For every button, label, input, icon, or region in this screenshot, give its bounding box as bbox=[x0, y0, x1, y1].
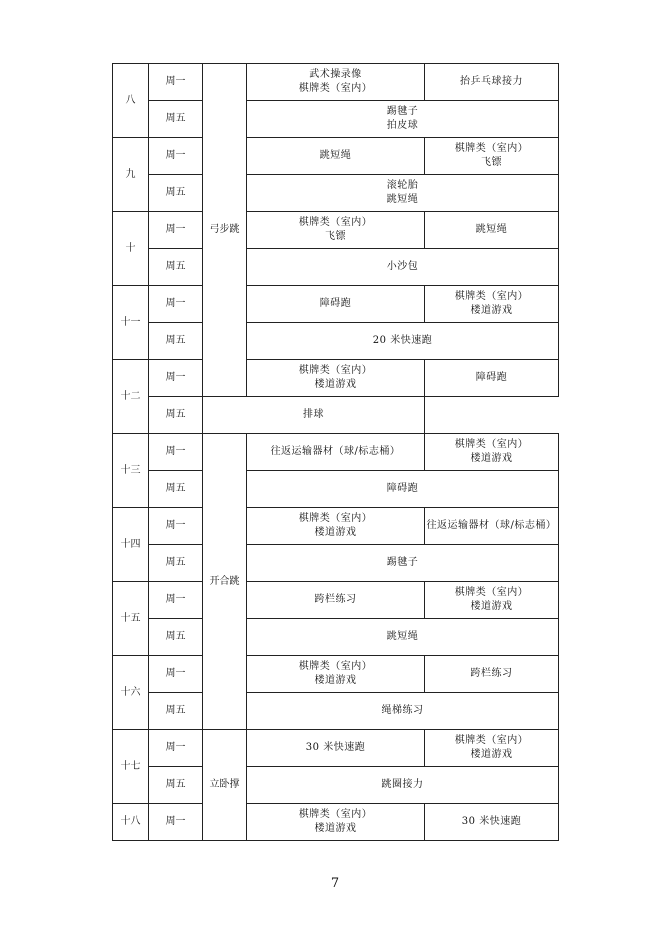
activity-cell bbox=[425, 730, 559, 767]
cell-line: 跳圈接力 bbox=[381, 779, 424, 790]
cell-line: 楼道游戏 bbox=[314, 379, 357, 390]
week-label: 十 bbox=[113, 212, 149, 286]
day-label: 周一 bbox=[149, 212, 203, 249]
skill-label: 弓步跳 bbox=[203, 64, 247, 397]
week-row bbox=[113, 730, 559, 767]
schedule-table bbox=[112, 63, 559, 841]
day-label: 周一 bbox=[149, 508, 203, 545]
week-row bbox=[113, 804, 559, 841]
day-label: 周一 bbox=[149, 582, 203, 619]
activity-cell-merged bbox=[247, 175, 559, 212]
cell-line: 飞镖 bbox=[481, 157, 502, 168]
activity-cell bbox=[425, 138, 559, 175]
cell-line: 楼道游戏 bbox=[314, 527, 357, 538]
activity-cell-merged bbox=[247, 471, 559, 508]
cell-line: 棋牌类（室内） bbox=[298, 809, 373, 820]
cell-line: 30 米快速跑 bbox=[305, 742, 366, 753]
week-row bbox=[113, 360, 559, 397]
day-label: 周五 bbox=[149, 175, 203, 212]
day-label: 周五 bbox=[149, 693, 203, 730]
week-label: 十七 bbox=[113, 730, 149, 804]
activity-cell bbox=[247, 286, 425, 323]
cell-line: 棋牌类（室内） bbox=[454, 143, 529, 154]
week-row bbox=[113, 64, 559, 101]
week-row bbox=[113, 582, 559, 619]
day-label: 周五 bbox=[149, 249, 203, 286]
week-row bbox=[113, 138, 559, 175]
cell-line: 跨栏练习 bbox=[314, 594, 357, 605]
week-row bbox=[113, 545, 559, 582]
week-row bbox=[113, 397, 559, 434]
activity-cell bbox=[425, 286, 559, 323]
cell-line: 棋牌类（室内） bbox=[298, 513, 373, 524]
day-label: 周五 bbox=[149, 323, 203, 360]
week-row bbox=[113, 101, 559, 138]
activity-cell bbox=[247, 804, 425, 841]
cell-line: 棋牌类（室内） bbox=[454, 587, 529, 598]
cell-line: 棋牌类（室内） bbox=[298, 365, 373, 376]
activity-cell bbox=[247, 656, 425, 693]
cell-line: 抬乒乓球接力 bbox=[460, 76, 523, 87]
activity-cell bbox=[425, 360, 559, 397]
week-row bbox=[113, 693, 559, 730]
week-row bbox=[113, 286, 559, 323]
week-label: 十六 bbox=[113, 656, 149, 730]
activity-cell bbox=[247, 138, 425, 175]
activity-cell bbox=[247, 212, 425, 249]
week-label: 十三 bbox=[113, 434, 149, 508]
cell-line: 棋牌类（室内） bbox=[298, 83, 373, 94]
activity-cell-merged bbox=[247, 101, 559, 138]
cell-line: 楼道游戏 bbox=[470, 601, 513, 612]
activity-cell bbox=[425, 656, 559, 693]
activity-cell bbox=[247, 360, 425, 397]
cell-line: 踢毽子 bbox=[386, 557, 419, 568]
day-label: 周一 bbox=[149, 64, 203, 101]
day-label: 周五 bbox=[149, 619, 203, 656]
activity-cell bbox=[247, 730, 425, 767]
cell-line: 棋牌类（室内） bbox=[454, 735, 529, 746]
week-row bbox=[113, 508, 559, 545]
cell-line: 跳短绳 bbox=[319, 150, 352, 161]
cell-line: 武术操录像 bbox=[309, 69, 362, 80]
activity-cell-merged bbox=[247, 693, 559, 730]
cell-line: 跳短绳 bbox=[386, 194, 419, 205]
activity-cell bbox=[247, 508, 425, 545]
cell-line: 跳短绳 bbox=[475, 224, 508, 235]
activity-cell bbox=[425, 582, 559, 619]
cell-line: 绳梯练习 bbox=[381, 705, 424, 716]
activity-cell-merged bbox=[247, 545, 559, 582]
week-label: 八 bbox=[113, 64, 149, 138]
activity-cell bbox=[247, 582, 425, 619]
day-label: 周一 bbox=[149, 656, 203, 693]
day-label: 周五 bbox=[149, 101, 203, 138]
day-label: 周五 bbox=[149, 545, 203, 582]
activity-cell bbox=[425, 804, 559, 841]
day-label: 周五 bbox=[149, 471, 203, 508]
day-label: 周五 bbox=[149, 397, 203, 434]
week-label: 十四 bbox=[113, 508, 149, 582]
week-row bbox=[113, 434, 559, 471]
activity-cell-merged bbox=[203, 397, 425, 434]
activity-cell-merged bbox=[247, 249, 559, 286]
activity-cell bbox=[425, 64, 559, 101]
cell-line: 拍皮球 bbox=[386, 120, 419, 131]
week-label: 十二 bbox=[113, 360, 149, 434]
week-row bbox=[113, 471, 559, 508]
cell-line: 楼道游戏 bbox=[314, 823, 357, 834]
week-row bbox=[113, 175, 559, 212]
cell-line: 30 米快速跑 bbox=[461, 816, 522, 827]
cell-line: 滚轮胎 bbox=[386, 180, 419, 191]
cell-line: 棋牌类（室内） bbox=[298, 217, 373, 228]
activity-cell-merged bbox=[247, 619, 559, 656]
week-row bbox=[113, 656, 559, 693]
activity-cell-merged bbox=[247, 323, 559, 360]
cell-line: 20 米快速跑 bbox=[372, 335, 433, 346]
day-label: 周一 bbox=[149, 434, 203, 471]
day-label: 周一 bbox=[149, 360, 203, 397]
week-label: 十八 bbox=[113, 804, 149, 841]
week-label: 十五 bbox=[113, 582, 149, 656]
week-row bbox=[113, 767, 559, 804]
cell-line: 楼道游戏 bbox=[470, 453, 513, 464]
cell-line: 棋牌类（室内） bbox=[454, 291, 529, 302]
day-label: 周一 bbox=[149, 730, 203, 767]
week-row bbox=[113, 619, 559, 656]
cell-line: 障碍跑 bbox=[386, 483, 419, 494]
skill-label: 立卧撑 bbox=[203, 730, 247, 841]
day-label: 周一 bbox=[149, 804, 203, 841]
cell-line: 楼道游戏 bbox=[314, 675, 357, 686]
cell-line: 楼道游戏 bbox=[470, 749, 513, 760]
skill-label: 开合跳 bbox=[203, 434, 247, 730]
activity-cell bbox=[425, 212, 559, 249]
cell-line: 排球 bbox=[303, 409, 324, 420]
schedule-body bbox=[113, 64, 559, 841]
day-label: 周一 bbox=[149, 286, 203, 323]
cell-line: 棋牌类（室内） bbox=[454, 439, 529, 450]
week-row bbox=[113, 212, 559, 249]
activity-cell bbox=[247, 434, 425, 471]
cell-line: 踢毽子 bbox=[386, 106, 419, 117]
activity-cell bbox=[247, 64, 425, 101]
cell-line: 跳短绳 bbox=[386, 631, 419, 642]
day-label: 周一 bbox=[149, 138, 203, 175]
activity-cell bbox=[425, 508, 559, 545]
day-label: 周五 bbox=[149, 767, 203, 804]
cell-line: 障碍跑 bbox=[475, 372, 508, 383]
cell-line: 棋牌类（室内） bbox=[298, 661, 373, 672]
week-row bbox=[113, 249, 559, 286]
week-label: 九 bbox=[113, 138, 149, 212]
cell-line: 跨栏练习 bbox=[470, 668, 513, 679]
week-row bbox=[113, 323, 559, 360]
activity-cell bbox=[425, 434, 559, 471]
cell-line: 小沙包 bbox=[386, 261, 419, 272]
activity-cell-merged bbox=[247, 767, 559, 804]
cell-line: 楼道游戏 bbox=[470, 305, 513, 316]
cell-line: 障碍跑 bbox=[319, 298, 352, 309]
cell-line: 飞镖 bbox=[325, 231, 346, 242]
page-number: 7 bbox=[330, 876, 340, 891]
cell-line: 往返运输器材（球/标志桶） bbox=[426, 520, 557, 531]
week-label: 十一 bbox=[113, 286, 149, 360]
cell-line: 往返运输器材（球/标志桶） bbox=[270, 446, 401, 457]
